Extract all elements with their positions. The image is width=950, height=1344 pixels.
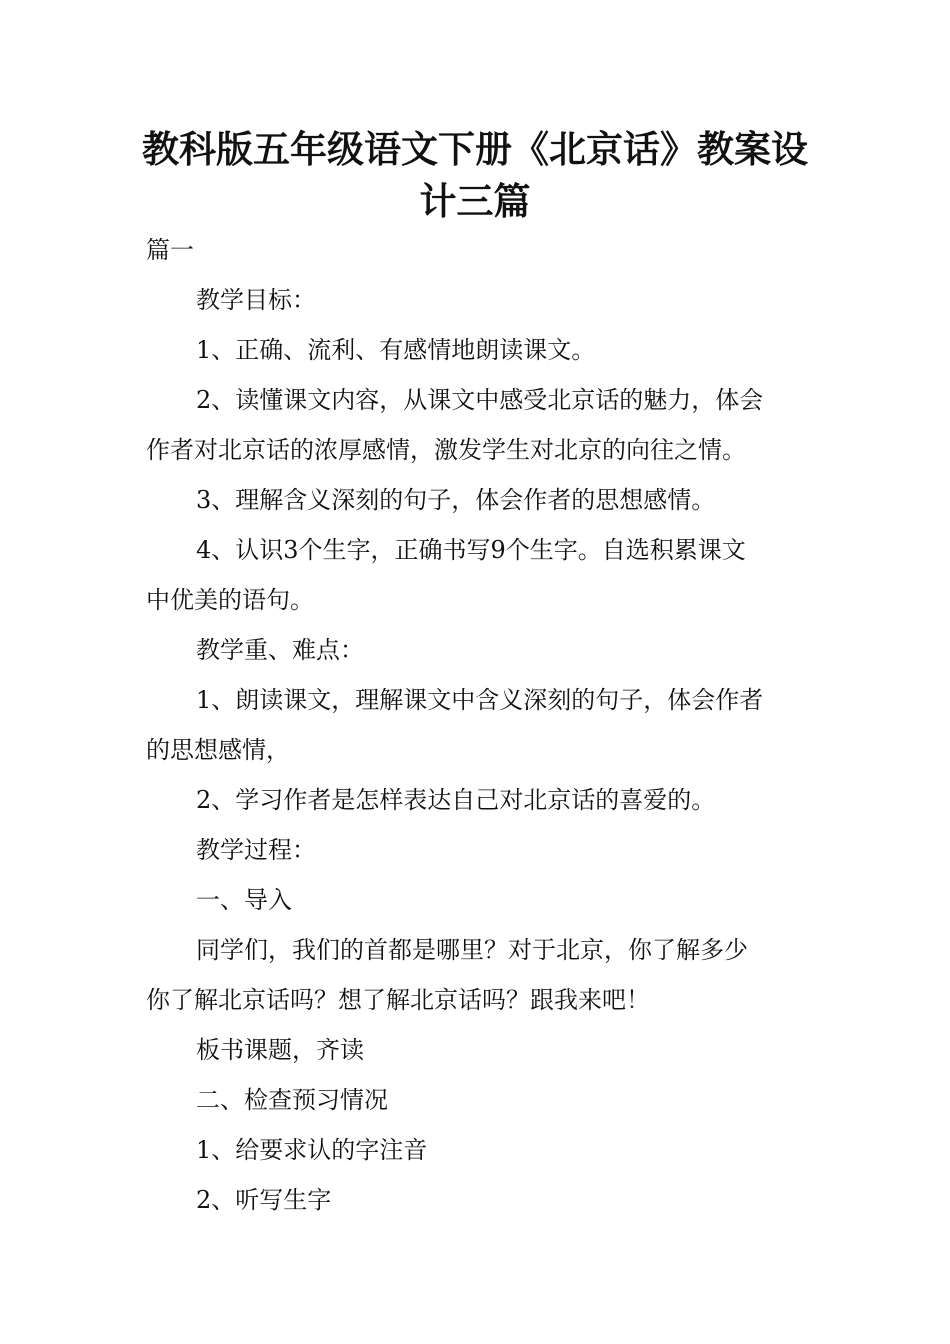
- paragraph-line: 1、朗读课文，理解课文中含义深刻的句子，体会作者: [196, 686, 764, 714]
- paragraph-line: 同学们，我们的首都是哪里？对于北京，你了解多少: [196, 936, 748, 964]
- paragraph-line: 1、给要求认的字注音: [196, 1136, 428, 1164]
- paragraph-line: 3、理解含义深刻的句子，体会作者的思想感情。: [196, 486, 716, 514]
- paragraph-line: 板书课题，齐读: [196, 1036, 364, 1064]
- paragraph-line: 教学目标：: [196, 286, 316, 314]
- paragraph-line: 2、读懂课文内容，从课文中感受北京话的魅力，体会: [196, 386, 764, 414]
- document-title-line-2: 计三篇: [419, 180, 531, 223]
- paragraph-line: 的思想感情，: [146, 736, 290, 764]
- paragraph-line: 一、导入: [196, 886, 292, 914]
- section-heading: 篇一: [146, 236, 194, 264]
- document-title-line-1: 教科版五年级语文下册《北京话》教案设: [142, 128, 808, 171]
- paragraph-line: 4、认识3个生字，正确书写9个生字。自选积累课文: [196, 536, 746, 564]
- paragraph-line: 作者对北京话的浓厚感情，激发学生对北京的向往之情。: [146, 436, 746, 464]
- paragraph-line: 你了解北京话吗？想了解北京话吗？跟我来吧！: [146, 986, 650, 1014]
- paragraph-line: 教学重、难点：: [196, 636, 364, 664]
- paragraph-line: 2、学习作者是怎样表达自己对北京话的喜爱的。: [196, 786, 716, 814]
- paragraph-line: 中优美的语句。: [146, 586, 314, 614]
- paragraph-line: 2、听写生字: [196, 1186, 332, 1214]
- paragraph-line: 二、检查预习情况: [196, 1086, 388, 1114]
- paragraph-line: 教学过程：: [196, 836, 316, 864]
- paragraph-line: 1、正确、流利、有感情地朗读课文。: [196, 336, 596, 364]
